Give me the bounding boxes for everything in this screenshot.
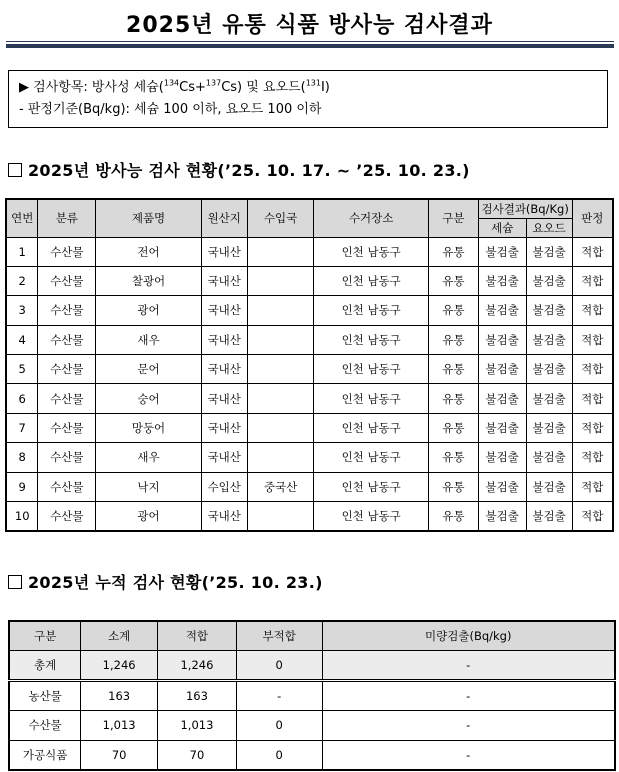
cell-cesium: 불검출 (478, 266, 526, 295)
cell-place: 인천 남동구 (314, 237, 429, 266)
cell-pass: 70 (158, 740, 237, 770)
header-origin: 원산지 (201, 199, 247, 237)
cell-iodine: 불검출 (526, 325, 572, 354)
cell-iodine: 불검출 (526, 237, 572, 266)
cell-subtotal: 1,246 (81, 650, 158, 680)
header-type: 구분 (428, 199, 478, 237)
header-type: 구분 (9, 621, 81, 650)
cell-no: 3 (6, 296, 38, 325)
cell-no: 10 (6, 502, 38, 531)
cell-origin: 국내산 (201, 502, 247, 531)
cell-type: 유통 (428, 296, 478, 325)
cell-iodine: 불검출 (526, 355, 572, 384)
cell-judgment: 적합 (572, 384, 613, 413)
cs-suffix: Cs) 및 요오드( (221, 80, 306, 95)
cell-fail: 0 (236, 650, 322, 680)
section-current-title: 2025년 방사능 검사 현황(’25. 10. 17. ~ ’25. 10. 23.) (28, 161, 470, 180)
table-row (6, 413, 613, 442)
section-current-status (8, 158, 470, 181)
cell-place: 인천 남동구 (314, 413, 429, 442)
header-pass: 적합 (158, 621, 237, 650)
table-row (9, 680, 615, 710)
cell-iodine: 불검출 (526, 413, 572, 442)
cell-type: 유통 (428, 502, 478, 531)
cell-iodine: 불검출 (526, 472, 572, 501)
cell-category: 수산물 (38, 266, 96, 295)
header-cesium: 세슘 (478, 218, 526, 237)
cs-plus: Cs+ (179, 80, 206, 95)
cell-iodine: 불검출 (526, 384, 572, 413)
cell-subtotal: 1,013 (81, 710, 158, 740)
cell-place: 인천 남동구 (314, 355, 429, 384)
cell-type: 유통 (428, 413, 478, 442)
cell-type: 농산물 (9, 680, 81, 710)
cell-type: 유통 (428, 355, 478, 384)
header-category: 분류 (38, 199, 96, 237)
cell-cesium: 불검출 (478, 325, 526, 354)
cell-product: 숭어 (96, 384, 202, 413)
header-no: 연번 (6, 199, 38, 237)
title-rule-thin (6, 41, 614, 42)
cell-judgment: 적합 (572, 355, 613, 384)
header-judgment: 판정 (572, 199, 613, 237)
cell-place: 인천 남동구 (314, 384, 429, 413)
cell-import-country (247, 384, 314, 413)
cell-category: 수산물 (38, 472, 96, 501)
table-row (6, 355, 613, 384)
header-result: 검사결과(Bq/Kg) (478, 199, 572, 218)
cell-type: 유통 (428, 237, 478, 266)
cell-pass: 1,246 (158, 650, 237, 680)
cell-category: 수산물 (38, 325, 96, 354)
cell-type: 가공식품 (9, 740, 81, 770)
i131-superscript: 131 (305, 78, 321, 88)
cell-import-country (247, 502, 314, 531)
cell-place: 인천 남동구 (314, 325, 429, 354)
table-row (6, 266, 613, 295)
cell-cesium: 불검출 (478, 443, 526, 472)
cell-origin: 국내산 (201, 237, 247, 266)
cell-no: 9 (6, 472, 38, 501)
cell-product: 찰광어 (96, 266, 202, 295)
cell-origin: 국내산 (201, 384, 247, 413)
cell-place: 인천 남동구 (314, 266, 429, 295)
cell-no: 7 (6, 413, 38, 442)
cell-product: 광어 (96, 296, 202, 325)
cell-iodine: 불검출 (526, 296, 572, 325)
header-place: 수거장소 (314, 199, 429, 237)
cell-origin: 국내산 (201, 355, 247, 384)
cell-judgment: 적합 (572, 237, 613, 266)
table-row (9, 650, 615, 680)
cell-origin: 국내산 (201, 413, 247, 442)
table-row (9, 710, 615, 740)
cell-pass: 163 (158, 680, 237, 710)
cell-fail: - (236, 680, 322, 710)
table-row (6, 325, 613, 354)
table-row (6, 472, 613, 501)
cell-judgment: 적합 (572, 266, 613, 295)
cell-type: 수산물 (9, 710, 81, 740)
cell-import-country (247, 237, 314, 266)
cell-fail: 0 (236, 710, 322, 740)
cumulative-table (8, 620, 616, 771)
cell-judgment: 적합 (572, 443, 613, 472)
table-row (6, 237, 613, 266)
header-import-country: 수입국 (247, 199, 314, 237)
cell-place: 인천 남동구 (314, 443, 429, 472)
cell-import-country: 중국산 (247, 472, 314, 501)
cell-judgment: 적합 (572, 413, 613, 442)
cell-cesium: 불검출 (478, 237, 526, 266)
cell-origin: 수입산 (201, 472, 247, 501)
cell-product: 문어 (96, 355, 202, 384)
cell-no: 2 (6, 266, 38, 295)
cell-trace: - (322, 710, 615, 740)
cell-no: 1 (6, 237, 38, 266)
cell-import-country (247, 325, 314, 354)
cell-trace: - (322, 740, 615, 770)
cell-import-country (247, 355, 314, 384)
criteria-line: - 판정기준(Bq/kg): 세슘 100 이하, 요오드 100 이하 (19, 102, 322, 117)
cell-place: 인천 남동구 (314, 472, 429, 501)
table-row (6, 384, 613, 413)
cell-import-country (247, 296, 314, 325)
cell-type: 유통 (428, 384, 478, 413)
test-items-line (19, 77, 597, 99)
cell-trace: - (322, 680, 615, 710)
cs134-superscript: 134 (163, 78, 180, 88)
cell-judgment: 적합 (572, 472, 613, 501)
checkbox-icon (8, 575, 22, 589)
cell-product: 새우 (96, 325, 202, 354)
test-items-prefix: ▶ 검사항목: 방사성 세슘( (19, 80, 164, 95)
cell-type: 유통 (428, 325, 478, 354)
cell-product: 광어 (96, 502, 202, 531)
section-cumulative-title: 2025년 누적 검사 현황(’25. 10. 23.) (28, 573, 323, 592)
cell-origin: 국내산 (201, 266, 247, 295)
i-suffix: I) (320, 80, 330, 95)
cell-type: 총계 (9, 650, 81, 680)
cell-type: 유통 (428, 266, 478, 295)
cell-place: 인천 남동구 (314, 296, 429, 325)
table-row (6, 296, 613, 325)
cell-subtotal: 70 (81, 740, 158, 770)
cell-iodine: 불검출 (526, 266, 572, 295)
cell-no: 4 (6, 325, 38, 354)
cell-category: 수산물 (38, 384, 96, 413)
cell-cesium: 불검출 (478, 384, 526, 413)
cell-category: 수산물 (38, 296, 96, 325)
checkbox-icon (8, 163, 22, 177)
cell-category: 수산물 (38, 502, 96, 531)
cell-origin: 국내산 (201, 296, 247, 325)
test-info-box (8, 70, 608, 128)
cell-judgment: 적합 (572, 296, 613, 325)
cell-place: 인천 남동구 (314, 502, 429, 531)
cell-cesium: 불검출 (478, 296, 526, 325)
cell-iodine: 불검출 (526, 443, 572, 472)
table-row (6, 502, 613, 531)
cell-cesium: 불검출 (478, 355, 526, 384)
header-iodine: 요오드 (526, 218, 572, 237)
cell-origin: 국내산 (201, 325, 247, 354)
table-row (9, 740, 615, 770)
cell-import-country (247, 266, 314, 295)
weekly-results-table (5, 198, 614, 532)
cell-import-country (247, 443, 314, 472)
cell-no: 8 (6, 443, 38, 472)
cell-fail: 0 (236, 740, 322, 770)
cell-category: 수산물 (38, 355, 96, 384)
cell-iodine: 불검출 (526, 502, 572, 531)
cell-product: 새우 (96, 443, 202, 472)
cell-trace: - (322, 650, 615, 680)
cs137-superscript: 137 (205, 78, 222, 88)
title-rule-thick (6, 44, 614, 48)
cell-product: 낙지 (96, 472, 202, 501)
cell-no: 6 (6, 384, 38, 413)
header-product: 제품명 (96, 199, 202, 237)
cell-import-country (247, 413, 314, 442)
cell-subtotal: 163 (81, 680, 158, 710)
cell-origin: 국내산 (201, 443, 247, 472)
cell-no: 5 (6, 355, 38, 384)
header-trace: 미량검출(Bq/kg) (322, 621, 615, 650)
cell-cesium: 불검출 (478, 502, 526, 531)
header-fail: 부적합 (236, 621, 322, 650)
table-row (6, 443, 613, 472)
header-subtotal: 소계 (81, 621, 158, 650)
cell-category: 수산물 (38, 413, 96, 442)
cell-cesium: 불검출 (478, 472, 526, 501)
cell-type: 유통 (428, 472, 478, 501)
page-title: 2025년 유통 식품 방사능 검사결과 (126, 13, 493, 38)
section-cumulative-status (8, 570, 323, 593)
cell-category: 수산물 (38, 443, 96, 472)
cell-category: 수산물 (38, 237, 96, 266)
cell-product: 망둥어 (96, 413, 202, 442)
cell-pass: 1,013 (158, 710, 237, 740)
cell-product: 전어 (96, 237, 202, 266)
cell-judgment: 적합 (572, 325, 613, 354)
cell-type: 유통 (428, 443, 478, 472)
cell-judgment: 적합 (572, 502, 613, 531)
cell-cesium: 불검출 (478, 413, 526, 442)
